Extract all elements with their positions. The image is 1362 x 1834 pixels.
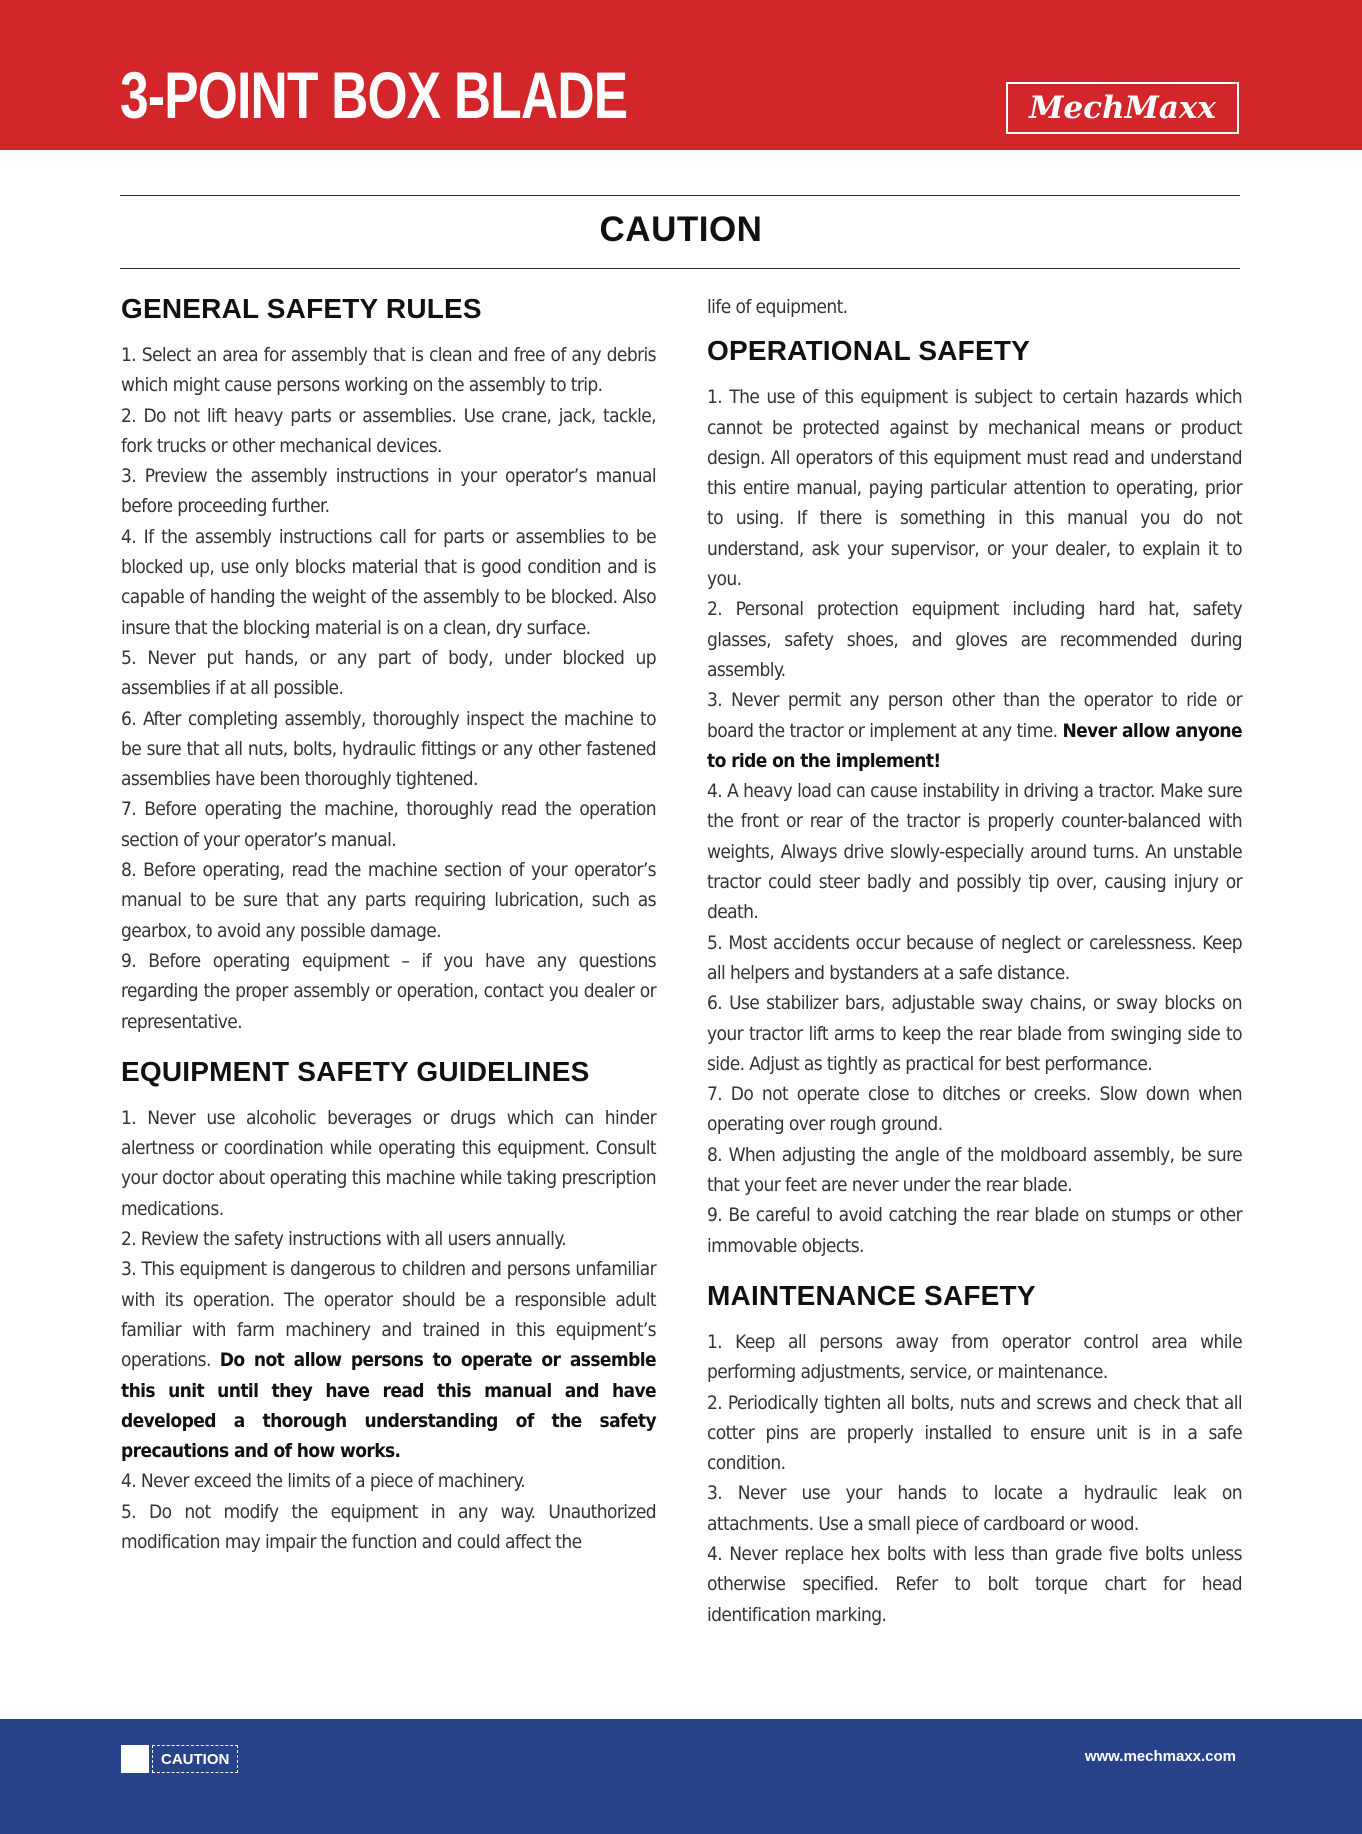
- heading-divider: [120, 268, 1240, 269]
- operational-rule: 1. The use of this equipment is subject to certain hazards which cannot be protected against by mechanical means or product design. All operators of this equipment must read and understand this entire manual, paying particular attention to operating, prior to using. If there is something in this manual you do not understand, ask your supervisor, or your dealer, to explain it to you.: [707, 386, 1242, 591]
- operational-rule: 6. Use stabilizer bars, adjustable sway chains, or sway blocks on your tractor lift arms to keep the rear blade from swinging side to side. Adjust as tightly as practical for best performance.: [707, 992, 1242, 1075]
- equipment-safety-title: EQUIPMENT SAFETY GUIDELINES: [121, 1055, 590, 1087]
- general-rule: 9. Before operating equipment – if you have any questions regarding the proper assembly or operation, contact you dealer or representative.: [121, 949, 656, 1033]
- top-divider: [120, 195, 1240, 196]
- equipment-guideline: 2. Review the safety instructions with all users annually.: [121, 1228, 566, 1251]
- left-column: [121, 292, 656, 1557]
- caution-heading: CAUTION: [599, 210, 763, 249]
- equipment-warning-bold: Do not allow persons to operate or assemble this unit until they have read this manual and have developed a thorough understanding of the safety precautions and of how works.: [121, 1349, 656, 1463]
- maintenance-rule: 3. Never use your hands to locate a hydraulic leak on attachments. Use a small piece of cardboard or wood.: [707, 1482, 1242, 1535]
- right-column: [707, 292, 1242, 1630]
- general-rule: 1. Select an area for assembly that is clean and free of any debris which might cause persons working on the assembly to trip.: [121, 344, 656, 397]
- operational-rule: 4. A heavy load can cause instability in driving a tractor. Make sure the front or rear of the tractor is properly counter-balanced with weights, Always drive slowly-especially around turns. An unstable tractor could steer badly and possibly tip over, causing injury or death.: [707, 780, 1242, 924]
- general-rule: 7. Before operating the machine, thoroughly read the operation section of your operator’s manual.: [121, 798, 656, 851]
- equipment-guideline-text: 3. This equipment is dangerous to children and persons unfamiliar with its operation. The operator should be a responsible adult familiar with farm machinery and trained in this equipment’s operations.: [121, 1258, 656, 1372]
- maintenance-rule: 1. Keep all persons away from operator control area while performing adjustments, service, or maintenance.: [707, 1330, 1242, 1384]
- document-title: 3-POINT BOX BLADE: [120, 58, 628, 132]
- equipment-guideline: 4. Never exceed the limits of a piece of machinery.: [121, 1470, 526, 1493]
- operational-safety-title: OPERATIONAL SAFETY: [707, 335, 1031, 367]
- general-rule: 6. After completing assembly, thoroughly inspect the machine to be sure that all nuts, bolts, hydraulic fittings or any other fastened assemblies have been thoroughly tightened.: [121, 707, 656, 791]
- equipment-guideline: 5. Do not modify the equipment in any way. Unauthorized modification may impair the function and could affect the: [121, 1500, 656, 1553]
- operational-rule: 5. Most accidents occur because of neglect or carelessness. Keep all helpers and bystanders at a safe distance.: [707, 931, 1242, 984]
- general-rule: 3. Preview the assembly instructions in your operator’s manual before proceeding further.: [121, 465, 656, 518]
- caution-badge-square: [121, 1745, 149, 1773]
- general-rule: 8. Before operating, read the machine section of your operator’s manual to be sure that any parts requiring lubrication, such as gearbox, to avoid any possible damage.: [121, 859, 656, 942]
- caution-badge: CAUTION: [152, 1745, 238, 1773]
- equipment-guideline: 1. Never use alcoholic beverages or drugs which can hinder alertness or coordination while operating this equipment. Consult your doctor about operating this machine while taking prescription medications.: [121, 1106, 656, 1220]
- maintenance-safety-title: MAINTENANCE SAFETY: [707, 1279, 1036, 1311]
- brand-logo: MechMaxx: [1006, 82, 1239, 134]
- operational-rule: 9. Be careful to avoid catching the rear blade on stumps or other immovable objects.: [707, 1204, 1242, 1257]
- operational-warning-bold: Never allow anyone to ride on the implement!: [707, 719, 1243, 772]
- general-rule: 2. Do not lift heavy parts or assemblies. Use crane, jack, tackle, fork trucks or other mechanical devices.: [121, 404, 656, 457]
- operational-rule: 7. Do not operate close to ditches or creeks. Slow down when operating over rough ground.: [707, 1083, 1242, 1136]
- general-rule: 5. Never put hands, or any part of body, under blocked up assemblies if at all possible.: [121, 646, 656, 700]
- operational-rule: 8. When adjusting the angle of the moldboard assembly, be sure that your feet are never under the rear blade.: [707, 1143, 1242, 1197]
- operational-rule: [707, 685, 1242, 776]
- maintenance-rule: 4. Never replace hex bolts with less than grade five bolts unless otherwise specified. Refer to bolt torque chart for head identification marking.: [707, 1542, 1242, 1626]
- operational-rule-text: 3. Never permit any person other than the operator to ride or board the tractor or implement at any time.: [707, 689, 1242, 742]
- website-link[interactable]: www.mechmaxx.com: [1084, 1748, 1236, 1765]
- equipment-guideline: [121, 1254, 656, 1466]
- continued-text: life of equipment.: [707, 296, 848, 318]
- maintenance-rule: 2. Periodically tighten all bolts, nuts and screws and check that all cotter pins are properly installed to ensure unit is in a safe condition.: [707, 1391, 1242, 1475]
- general-safety-title: GENERAL SAFETY RULES: [121, 293, 482, 324]
- operational-rule: 2. Personal protection equipment including hard hat, safety glasses, safety shoes, and gloves are recommended during assembly.: [707, 598, 1242, 681]
- general-rule: 4. If the assembly instructions call for parts or assemblies to be blocked up, use only blocks material that is good condition and is capable of handing the weight of the assembly to be blocked. Also insure that the blocking material is on a clean, dry surface.: [121, 525, 656, 639]
- footer-bar: [0, 1719, 1362, 1834]
